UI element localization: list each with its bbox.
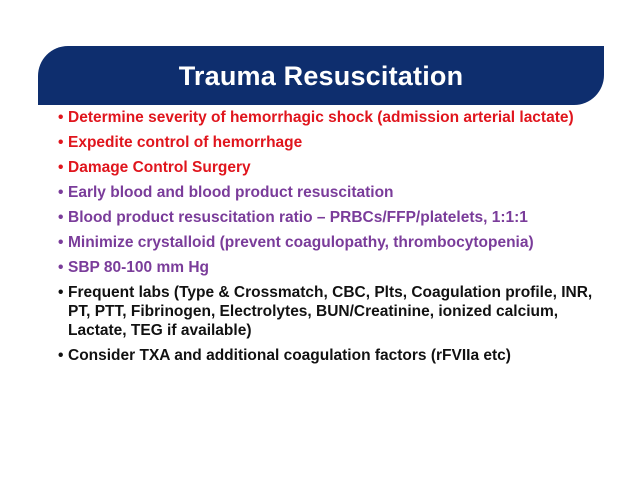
- bullet-item: [58, 233, 618, 252]
- bullet-icon: •: [58, 134, 64, 151]
- bullet-icon: •: [58, 209, 64, 226]
- bullet-item: [58, 258, 618, 277]
- bullet-icon: •: [58, 259, 64, 276]
- bullet-text: Determine severity of hemorrhagic shock (admission arterial lactate): [68, 109, 574, 126]
- bullet-item: [58, 283, 618, 340]
- bullet-icon: •: [58, 159, 64, 176]
- bullet-text: Expedite control of hemorrhage: [68, 134, 303, 151]
- bullet-text: Early blood and blood product resuscitation: [68, 184, 394, 201]
- bullet-icon: •: [58, 347, 64, 364]
- bullet-item: [58, 183, 618, 202]
- bullet-icon: •: [58, 234, 64, 251]
- bullet-item: [58, 346, 618, 365]
- slide-title: Trauma Resuscitation: [178, 61, 464, 91]
- bullet-item: [58, 208, 618, 227]
- bullet-item: [58, 108, 618, 127]
- bullet-text: SBP 80-100 mm Hg: [68, 259, 209, 276]
- bullet-icon: •: [58, 284, 64, 301]
- bullet-item: [58, 158, 618, 177]
- bullet-item: [58, 133, 618, 152]
- bullet-text: Consider TXA and additional coagulation factors (rFVIIa etc): [68, 347, 511, 364]
- bullet-text: Frequent labs (Type & Crossmatch, CBC, Plts, Coagulation profile, INR, PT, PTT, Fibrinogen, Electrolytes, BUN/Creatinine, ionized calcium, Lactate, TEG if available): [68, 284, 593, 339]
- title-banner: [38, 46, 604, 105]
- bullet-text: Minimize crystalloid (prevent coagulopathy, thrombocytopenia): [68, 234, 534, 251]
- bullet-text: Damage Control Surgery: [68, 159, 251, 176]
- bullet-icon: •: [58, 184, 64, 201]
- bullet-text: Blood product resuscitation ratio – PRBCs/FFP/platelets, 1:1:1: [68, 209, 528, 226]
- bullet-list: [58, 108, 618, 371]
- bullet-icon: •: [58, 109, 64, 126]
